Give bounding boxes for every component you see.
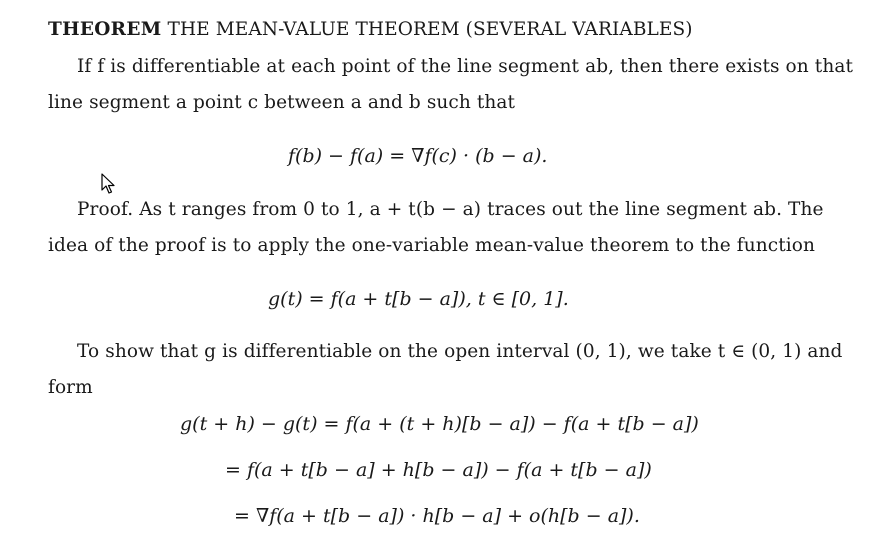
arrow-pointer-icon — [101, 173, 117, 195]
statement-line-2: line segment a point c between a and b such that — [48, 92, 516, 113]
proof-line-2: idea of the proof is to apply the one-variable mean-value theorem to the function — [48, 235, 815, 256]
equation-mean-value: f(b) − f(a) = ∇f(c) · (b − a). — [288, 145, 548, 167]
statement-line-1: If f is differentiable at each point of the line segment ab, then there exists on that — [77, 56, 854, 77]
theorem-heading — [48, 19, 693, 41]
equation-difference-line-2: = f(a + t[b − a] + h[b − a]) − f(a + t[b − a]) — [225, 459, 652, 481]
equation-difference-line-1: g(t + h) − g(t) = f(a + (t + h)[b − a]) − f(a + t[b − a]) — [180, 413, 699, 435]
equation-g-definition: g(t) = f(a + t[b − a]), t ∈ [0, 1]. — [268, 288, 569, 310]
equation-difference-line-3: = ∇f(a + t[b − a]) · h[b − a] + o(h[b − a]). — [234, 505, 640, 527]
theorem-label: THEOREM — [48, 19, 162, 40]
paragraph2-line-2: form — [48, 377, 93, 398]
proof-line-1: Proof. As t ranges from 0 to 1, a + t(b − a) traces out the line segment ab. The — [77, 199, 824, 220]
theorem-title: THE MEAN-VALUE THEOREM (SEVERAL VARIABLES) — [167, 19, 693, 40]
paragraph2-line-1: To show that g is differentiable on the open interval (0, 1), we take t ∈ (0, 1) and — [77, 341, 843, 362]
